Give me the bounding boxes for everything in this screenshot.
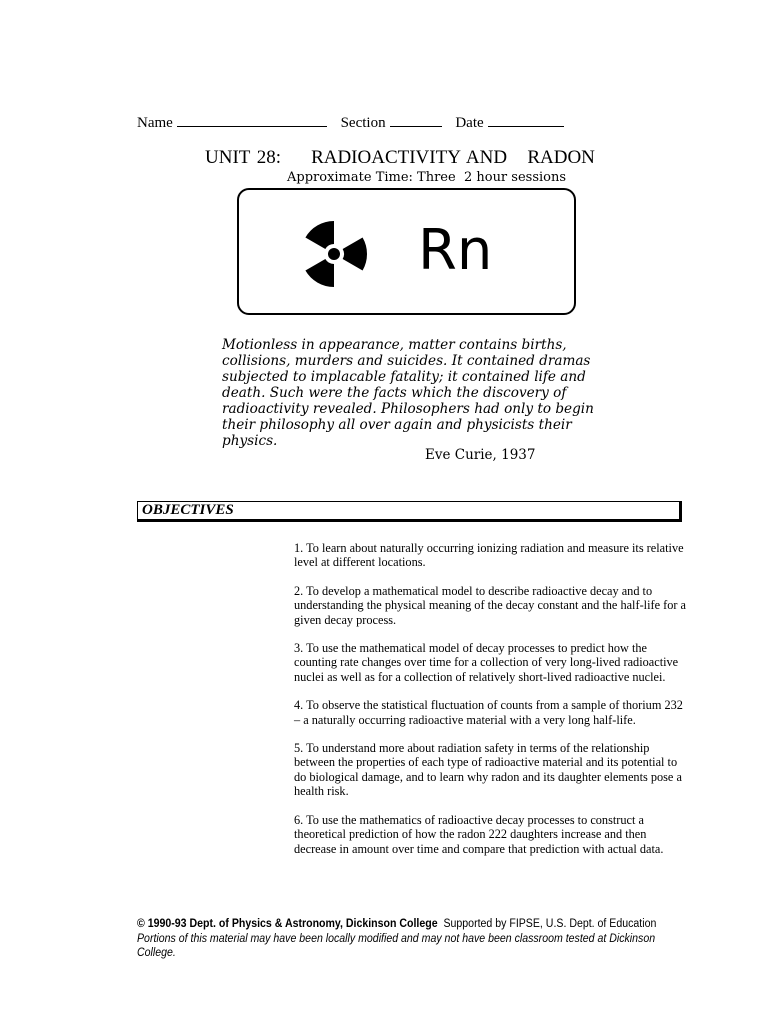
symbol-box [237, 188, 576, 315]
section-field[interactable] [341, 112, 442, 132]
copyright-notice: © 1990-93 Dept. of Physics & Astronomy, Dickinson College [137, 918, 438, 930]
epigraph-quote: Motionless in appearance, matter contains births, collisions, murders and suicides. It contained dramas subjected to implacable fatality; it contained life and death. Such were the facts which the discovery of radioactivity revealed. Philosophers had only to begin their philosophy all over again and physicists their physics. [222, 337, 594, 449]
objective-item: 4. To observe the statistical fluctuation of counts from a sample of thorium 232 – a naturally occurring radioactive material with a very long half-life. [294, 698, 683, 727]
section-blank-line[interactable] [390, 112, 442, 127]
name-label: Name [137, 115, 173, 131]
header-fields [137, 112, 564, 132]
unit-number: UNIT 28: [205, 147, 282, 168]
radiation-trefoil-icon [298, 218, 370, 290]
name-field[interactable] [137, 112, 327, 132]
objective-item: 2. To develop a mathematical model to describe radioactive decay and to understanding the physical meaning of the decay constant and the half-life for a given decay process. [294, 583, 686, 627]
objective-item: 3. To use the mathematical model of decay processes to predict how the counting rate changes over time for a collection of very long-lived radioactive nuclei as well as for a collection of relatively short-lived radioactive nuclei. [294, 641, 679, 684]
objectives-heading: OBJECTIVES [142, 502, 234, 518]
funding-notice: Supported by FIPSE, U.S. Dept. of Education [443, 918, 657, 930]
page-subtitle: Approximate Time: Three 2 hour sessions [287, 170, 567, 185]
date-label: Date [455, 115, 484, 131]
element-symbol: Rn [418, 218, 493, 283]
objective-item: 6. To use the mathematics of radioactive decay processes to construct a theoretical prediction of how the radon 222 daughters increase and then decrease in amount over time and compare that prediction with actual data. [294, 812, 664, 856]
section-label: Section [340, 115, 386, 131]
objective-item: 5. To understand more about radiation safety in terms of the relationship between the properties of each type of radioactive material and its potential to do biological damage, and to learn why radon and its daughter elements pose a health risk. [294, 741, 682, 799]
page-title [205, 147, 595, 169]
objectives-list [294, 541, 686, 870]
quote-author: Eve Curie, 1937 [425, 447, 536, 463]
name-blank-line[interactable] [177, 112, 327, 127]
date-blank-line[interactable] [488, 112, 564, 127]
unit-topic: RADIOACTIVITY AND RADON [311, 147, 595, 168]
page-footer [137, 917, 680, 961]
disclaimer-notice: Portions of this material may have been locally modified and may not have been classroom tested at Dickinson College. [137, 932, 656, 959]
date-field[interactable] [455, 112, 563, 132]
objective-item: 1. To learn about naturally occurring ionizing radiation and measure its relative level at different locations. [294, 541, 684, 570]
